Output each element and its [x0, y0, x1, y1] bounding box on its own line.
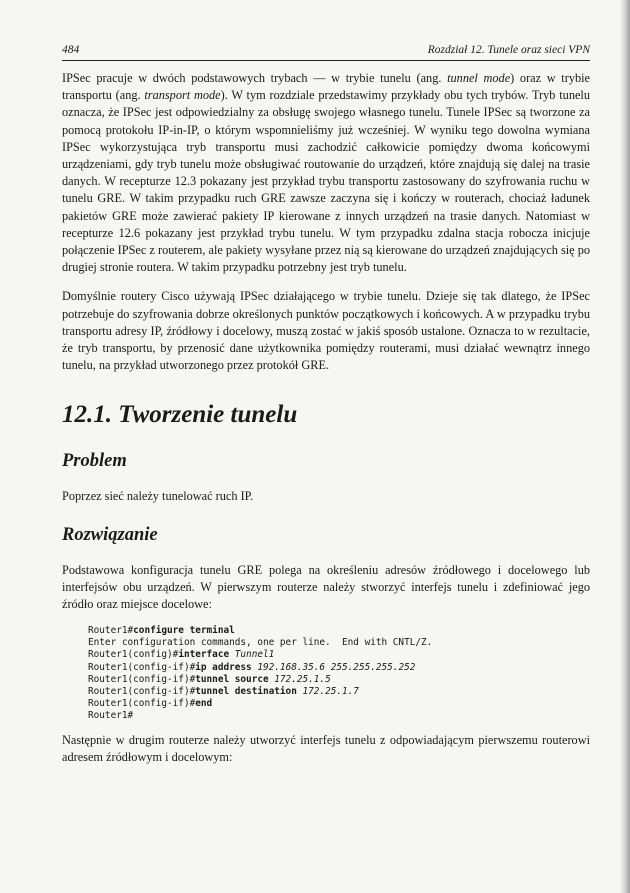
- text-run: IPSec pracuje w dwóch podstawowych trybach — w trybie tunelu (ang.: [62, 71, 448, 85]
- paragraph-cisco-default: Domyślnie routery Cisco używają IPSec działającego w trybie tunelu. Dzieje się tak dlatego, że IPSec potrzebuje do szyfrowania dobrze określonych punktów początkowych i końcowych. A w przypadku trybu transportu adresy IP, źródłowy i docelowy, muszą zostać w jakiś sposób ustalone. Oznacza to w rezultacie, że tryb transportu, by przenosić dane użytkownika pomiędzy routerami, musi działać wewnątrz innego tunelu, na przykład utworzonego przez protokół GRE.: [62, 289, 590, 373]
- code-argument: 192.168.35.6 255.255.255.252: [251, 661, 416, 673]
- section-heading: 12.1. Tworzenie tunelu: [62, 401, 298, 429]
- text-run: ). W tym rozdziale przedstawimy przykłady obu tych trybów. Tryb tunelu oznacza, że IPSec jest odpowiedzialny za obsługę swojego własnego tunelu. Tunele IPSec są tworzone za pomocą protokołu IP-in-IP, o którym wspomnieliśmy już wcześniej. W wyniku tego dowolna wymiana IPSec wykorzystująca tryb transportu musi zachodzić całkowicie pomiędzy dwoma końcowymi urządzeniami, gdy tryb tunelu może obsługiwać routowanie do urządzeń, które znajdują się dalej na trasie danych. W recepturze 12.3 pokazany jest przykład trybu transportu zastosowany do szyfrowania ruchu w tunelu GRE. W takim przypadku ruch GRE zawsze zaczyna się i kończy w routerach, chociaż ładunek pakietów GRE może zawierać pakiety IP kierowane z innych urządzeń na trasie danych. Natomiast w recepturze 12.6 pokazany jest przykład trybu tunelu. W tym przypadku zdalna stacja robocza inicjuje połączenie IPSec z routerem, ale pakiety wysyłane przez nią są kierowane do urządzeń znajdujących się po drugiej stronie routera. W takim przypadku potrzebny jest tryb tunelu.: [62, 88, 590, 275]
- code-argument: Tunnel1: [229, 649, 275, 661]
- term-transport-mode: transport mode: [144, 88, 221, 103]
- paragraph-second-router: Następnie w drugim routerze należy utworzyć interfejs tunelu z odpowiadającym pierwszemu routerowi adresem źródłowym i docelowym:: [62, 733, 590, 765]
- solution-heading: Rozwiązanie: [62, 524, 158, 545]
- page-number: 484: [62, 44, 80, 56]
- page-binding-shadow: [620, 0, 630, 893]
- code-command: configure terminal: [133, 625, 235, 637]
- term-tunnel-mode: tunnel mode: [447, 71, 511, 85]
- code-argument: 172.25.1.5: [268, 673, 331, 685]
- code-command: tunnel destination: [195, 685, 297, 697]
- code-command: interface: [178, 649, 230, 661]
- code-command: ip address: [195, 661, 252, 673]
- page-body: [62, 70, 590, 778]
- code-output: Enter configuration commands, one per line. End with CNTL/Z.: [88, 637, 433, 649]
- code-listing: [88, 625, 590, 722]
- page-header: [62, 42, 590, 61]
- paragraph-problem: Poprzez sieć należy tunelować ruch IP.: [62, 489, 254, 504]
- text-run: ) oraz w trybie transportu (ang.: [62, 71, 590, 103]
- problem-heading: Problem: [62, 451, 127, 472]
- code-prompt: Router1#: [88, 709, 134, 721]
- code-prompt: Router1(config-if)#: [88, 697, 196, 709]
- code-prompt: Router1#: [88, 625, 134, 637]
- code-command: end: [195, 697, 213, 709]
- paragraph-solution: Podstawowa konfiguracja tunelu GRE polega na określeniu adresów źródłowego i docelowego lub interfejsów obu urządzeń. W pierwszym routerze należy stworzyć interfejs tunelu i zdefiniować jego źródło oraz miejsce docelowe:: [62, 562, 590, 612]
- code-prompt: Router1(config-if)#: [88, 661, 196, 673]
- paragraph-ipsec-modes: [62, 70, 590, 276]
- running-title: Rozdział 12. Tunele oraz sieci VPN: [427, 44, 590, 56]
- code-prompt: Router1(config)#: [88, 649, 179, 661]
- code-command: tunnel source: [195, 673, 269, 685]
- code-prompt: Router1(config-if)#: [88, 673, 196, 685]
- code-argument: 172.25.1.7: [296, 685, 359, 697]
- code-prompt: Router1(config-if)#: [88, 685, 196, 697]
